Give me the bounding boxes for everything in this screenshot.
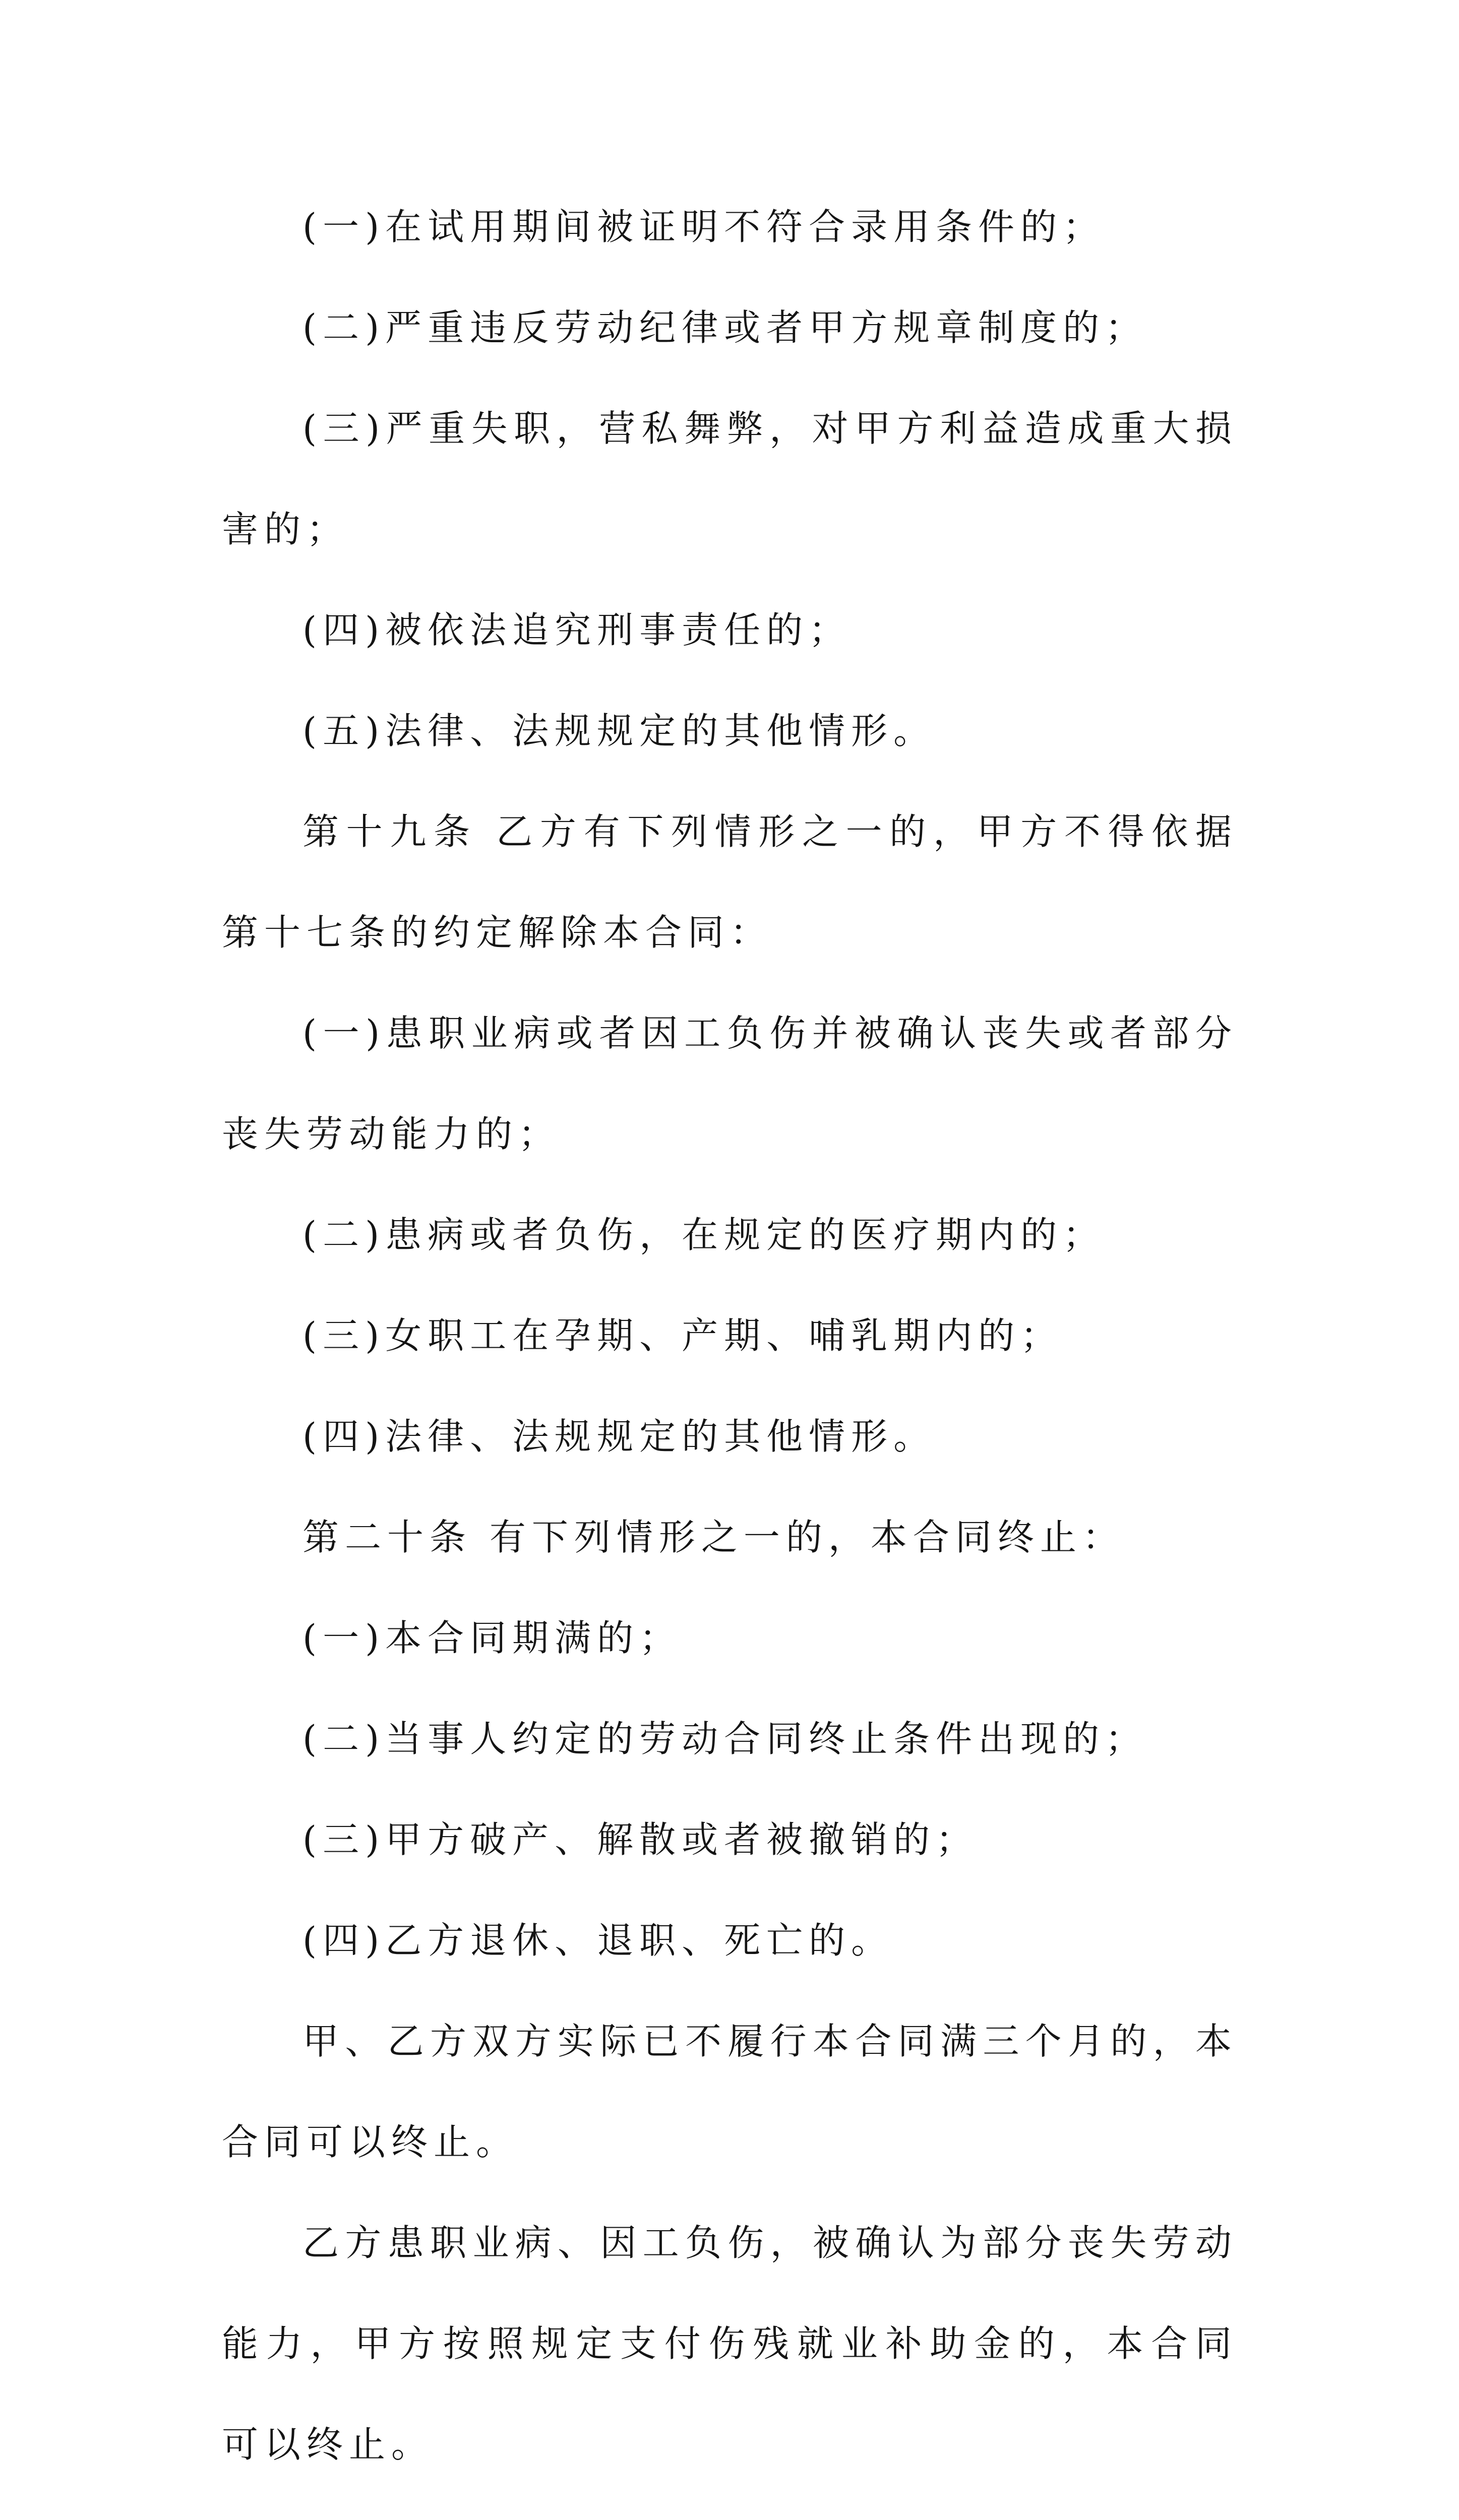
clause-item: (二)患病或者负伤，在规定的医疗期内的； — [302, 1214, 1106, 1256]
clause-item: (二)当事人约定的劳动合同终止条件出现的； — [302, 1718, 1148, 1760]
clause-item: (三)甲方破产、解散或者被撤销的； — [302, 1818, 979, 1861]
article-21 — [222, 2495, 1238, 2520]
clause-item: (一)患职业病或者因工负伤并被确认丧失或者部分丧失劳动能力的； — [222, 1012, 1238, 1155]
clause-item: (三)女职工在孕期、产期、哺乳期内的； — [302, 1314, 1063, 1357]
clause-item: (四)乙方退休、退职、死亡的。 — [302, 1919, 894, 1962]
article-19: 第十九条 乙方有下列情形之一的，甲方不得依据第十七条的约定解除本合同： — [222, 810, 1238, 954]
article-20: 第二十条 有下列情形之一的，本合同终止： — [302, 1516, 1125, 1558]
clause-item: (三)严重失职，营私舞弊，对甲方利益造成重大损害的； — [222, 407, 1238, 550]
body-paragraph: 乙方患职业病、因工负伤，被确认为部分丧失劳动能力，甲方按照规定支付伤残就业补助金的，本合同可以终止。 — [222, 2222, 1238, 2466]
body-paragraph: 甲、乙方双方实际已不履行本合同满三个月的，本合同可以终止。 — [222, 2020, 1238, 2163]
document-body — [222, 176, 1238, 2520]
clause-item: (二)严重违反劳动纪律或者甲方规章制度的； — [302, 306, 1148, 349]
clause-item: (四)法律、法规规定的其他情形。 — [302, 1415, 936, 1458]
clause-item: (五)法律、法规规定的其他情形。 — [302, 710, 936, 752]
clause-item: (一)在试用期间被证明不符合录用条件的； — [302, 206, 1106, 248]
clause-item: (一)本合同期满的； — [302, 1617, 682, 1659]
clause-item: (四)被依法追究刑事责任的； — [302, 609, 852, 651]
